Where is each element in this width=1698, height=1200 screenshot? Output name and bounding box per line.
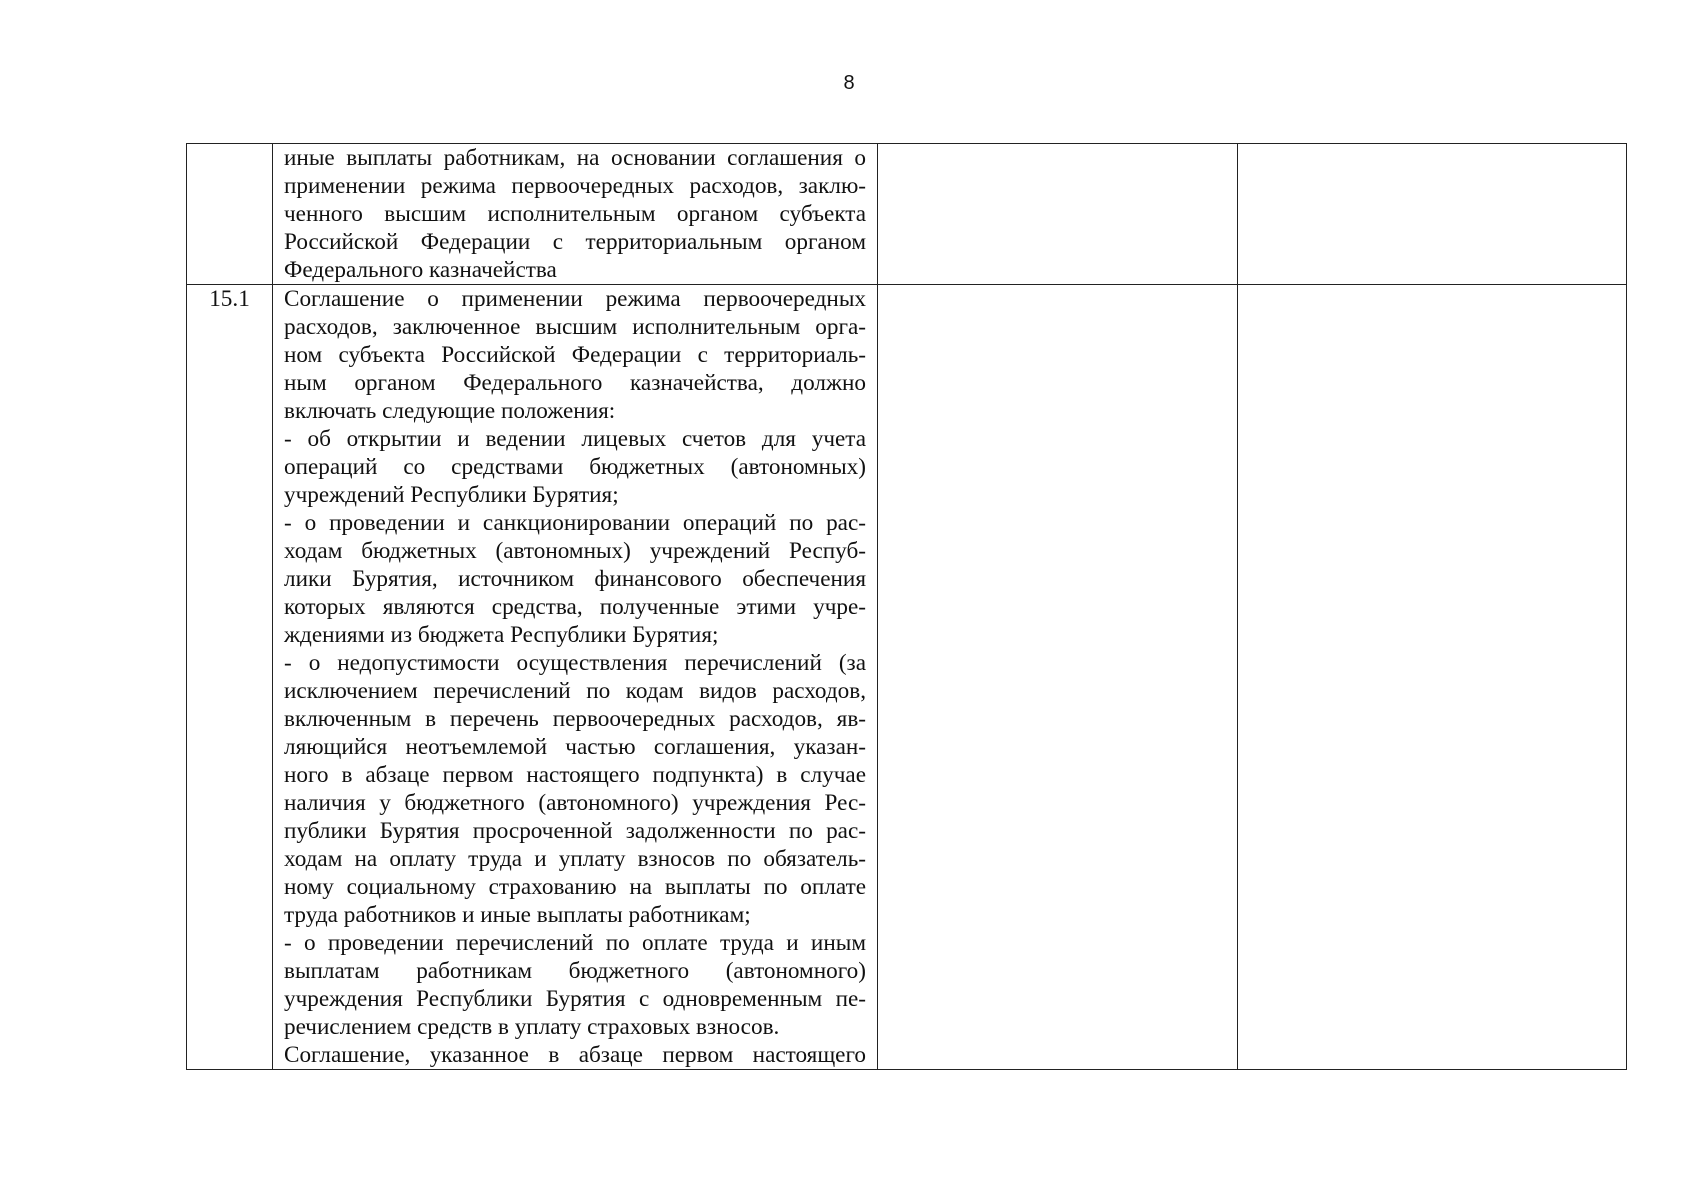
text-line: лики Бурятия, источником финансового обеспечения <box>284 566 866 592</box>
text-line: применении режима первоочередных расходов, заклю- <box>284 173 866 199</box>
row-number-cell: 15.1 <box>187 285 273 1070</box>
row-text-cell <box>273 144 878 285</box>
text-line: иные выплаты работникам, на основании соглашения о <box>284 145 866 171</box>
text-line: исключением перечислений по кодам видов расходов, <box>284 678 866 704</box>
text-line: ным органом Федерального казначейства, должно <box>284 370 866 396</box>
text-line: ченного высшим исполнительным органом субъекта <box>284 201 866 227</box>
text-line: труда работников и иные выплаты работникам; <box>284 902 751 928</box>
text-line: Соглашение о применении режима первоочередных <box>284 286 866 312</box>
text-line: Соглашение, указанное в абзаце первом настоящего <box>284 1042 866 1068</box>
text-line: Российской Федерации с территориальным органом <box>284 229 866 255</box>
text-line: ждениями из бюджета Республики Бурятия; <box>284 622 719 648</box>
text-line: операций со средствами бюджетных (автономных) <box>284 454 866 480</box>
empty-cell <box>1238 285 1627 1070</box>
text-line: ном субъекта Российской Федерации с территориаль- <box>284 342 866 368</box>
text-line: которых являются средства, полученные этими учре- <box>284 594 866 620</box>
text-line: Федерального казначейства <box>284 257 557 283</box>
text-line: выплатам работникам бюджетного (автономного) <box>284 958 866 984</box>
text-line: наличия у бюджетного (автономного) учреждения Рес- <box>284 790 866 816</box>
row-number-cell <box>187 144 273 285</box>
document-table <box>186 143 1627 1070</box>
text-line: - об открытии и ведении лицевых счетов для учета <box>284 426 866 452</box>
empty-cell <box>878 285 1238 1070</box>
empty-cell <box>1238 144 1627 285</box>
text-line: ляющийся неотъемлемой частью соглашения, указан- <box>284 734 866 760</box>
table-row <box>187 144 1627 285</box>
text-line: речислением средств в уплату страховых взносов. <box>284 1014 780 1040</box>
text-line: включать следующие положения: <box>284 398 616 424</box>
text-line: расходов, заключенное высшим исполнительным орга- <box>284 314 866 340</box>
table-row <box>187 285 1627 1070</box>
text-line: - о недопустимости осуществления перечислений (за <box>284 650 866 676</box>
page-number: 8 <box>843 72 855 94</box>
text-line: ходам на оплату труда и уплату взносов по обязатель- <box>284 846 866 872</box>
text-line: включенным в перечень первоочередных расходов, яв- <box>284 706 866 732</box>
text-line: ходам бюджетных (автономных) учреждений Респуб- <box>284 538 866 564</box>
text-line: учреждений Республики Бурятия; <box>284 482 619 508</box>
text-line: ному социальному страхованию на выплаты по оплате <box>284 874 866 900</box>
text-line: ного в абзаце первом настоящего подпункта) в случае <box>284 762 866 788</box>
text-line: учреждения Республики Бурятия с одновременным пе- <box>284 986 866 1012</box>
row-text-cell <box>273 285 878 1070</box>
text-line: - о проведении перечислений по оплате труда и иным <box>284 930 866 956</box>
text-line: публики Бурятия просроченной задолженности по рас- <box>284 818 866 844</box>
empty-cell <box>878 144 1238 285</box>
text-line: - о проведении и санкционировании операций по рас- <box>284 510 866 536</box>
